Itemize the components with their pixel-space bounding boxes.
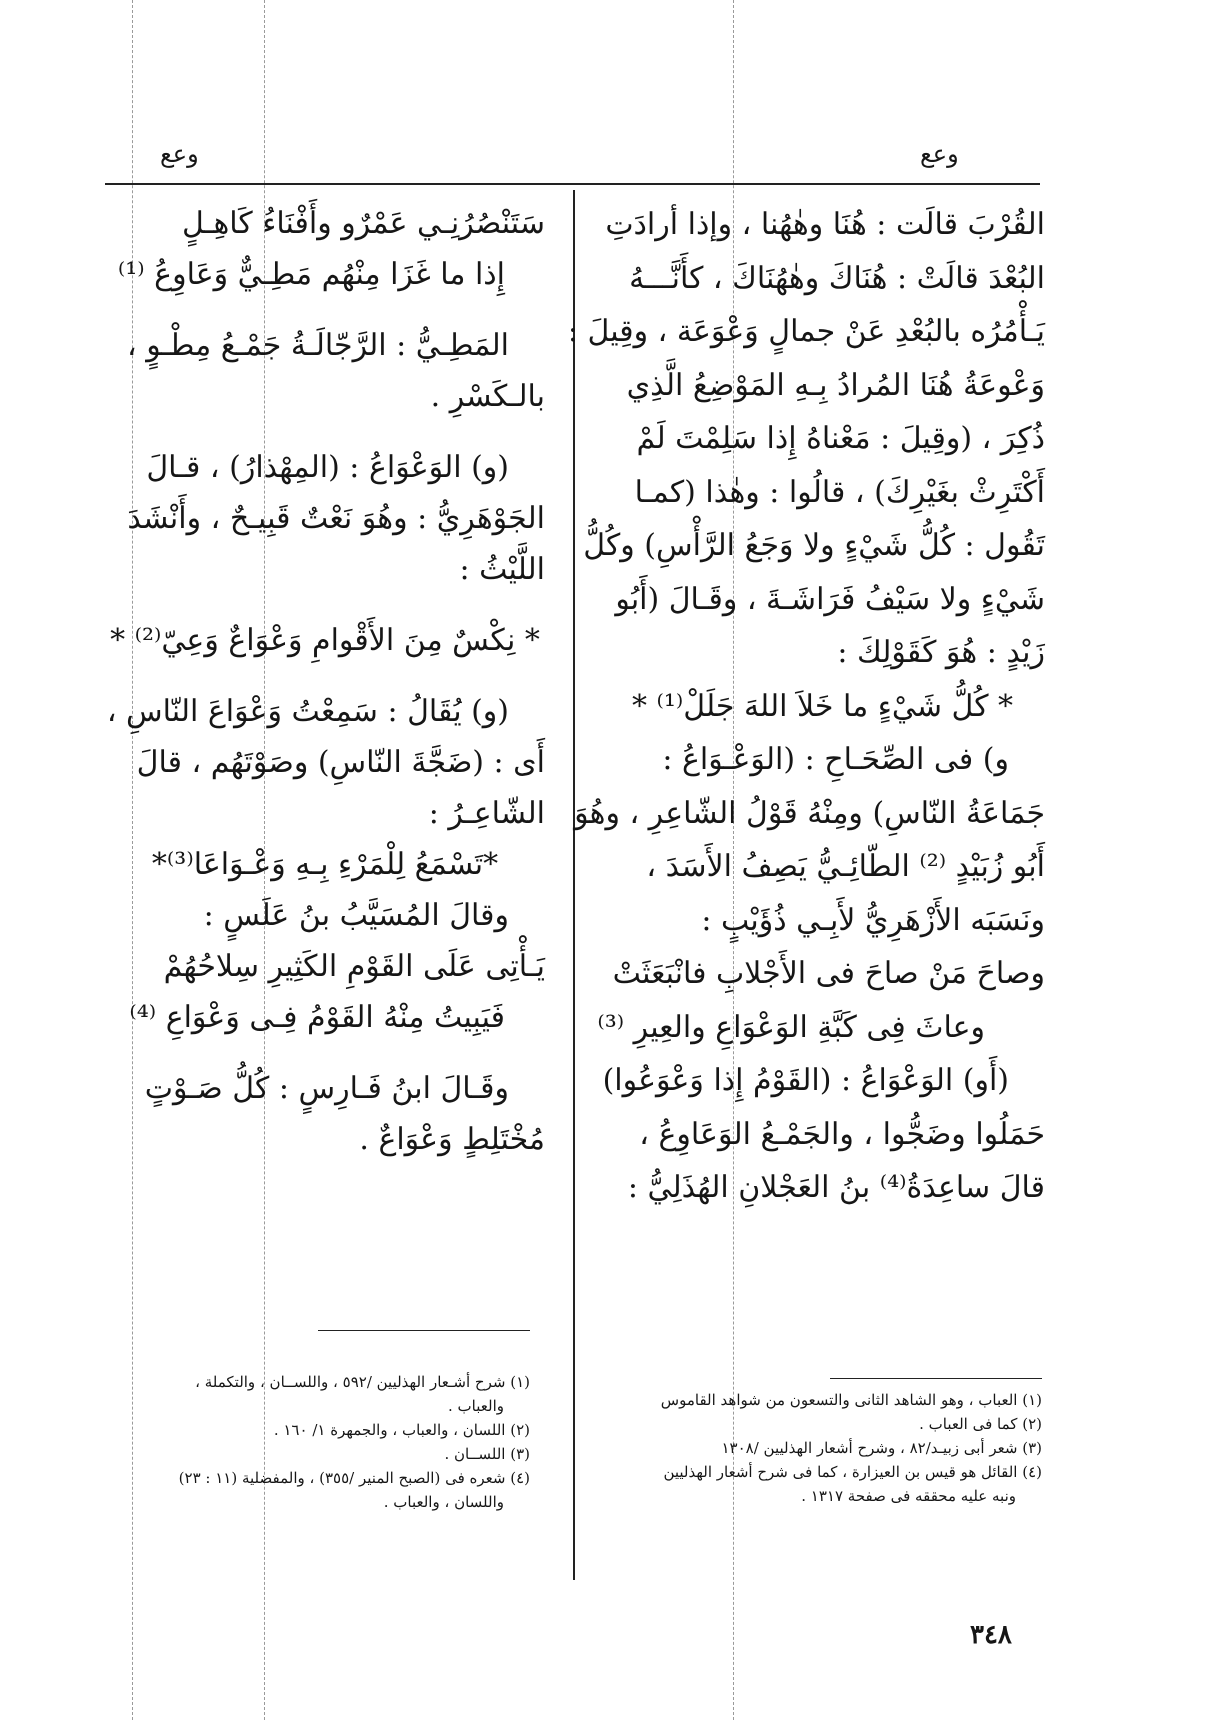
verse-line: * نِكْسٌ مِنَ الأَقْوامِ وَعْوَاعٌ وَعِيّ⁽²⁾ *	[110, 623, 540, 658]
verse-line: يَـأْتِى عَلَى القَوْمِ الكَثِيرِ سِلاحُهُمْ	[163, 949, 545, 984]
page-number: ٣٤٨	[970, 1620, 1012, 1650]
verse-line: إِذا ما غَزَا مِنْهُم مَطِـيٌّ وَعَاوِعُ ⁽¹⁾	[117, 257, 505, 292]
text-line: و) فى الصِّحَـاحِ : (الوَعْـوَاعُ :	[662, 742, 1009, 777]
text-line: أَى : (ضَجَّةَ النّاسِ) وصَوْتَهُم ، قالَ	[136, 745, 545, 780]
column-divider	[573, 190, 575, 1580]
text-line: بالـكَسْرِ .	[430, 379, 545, 414]
verse-line: سَتَنْصُرُنِـي عَمْرٌو وأَفْنَاءُ كَاهِـلٍ	[181, 206, 545, 241]
text-line: جَمَاعَةُ النّاسِ) ومِنْهُ قَوْلُ الشّاعِرِ ، وهُوَ	[574, 795, 1045, 831]
text-line: ونَسَبَه الأَزْهَرِيُّ لأَبِـي ذُؤَيْبٍ :	[701, 902, 1045, 938]
footnote: (١) العباب ، وهو الشاهد الثانى والتسعون من شواهد القاموس	[660, 1391, 1042, 1409]
footnote: (٤) القائل هو قيس بن العيزارة ، كما فى شرح أشعار الهذليين	[663, 1463, 1042, 1481]
text-line: الشّاعِـرُ :	[428, 796, 545, 831]
text-line: تَقُول : كُلُّ شَيْءٍ ولا وَجَعُ الرَّأْسِ) وكُلُّ	[583, 528, 1045, 563]
text-line: اللَّيْثُ :	[459, 552, 545, 587]
text-line: وَعْوعَةُ هُنَا المُرادُ بِـهِ المَوْضِعُ الَّذِي	[626, 367, 1045, 403]
text-line: أَبُو زُبَيْدٍ ⁽²⁾ الطّائِـيُّ يَصِفُ الأَسَدَ ،	[646, 849, 1045, 884]
verse-line: وصاحَ مَنْ صاحَ فى الأَجْلابِ فانْبَعَثَتْ	[612, 956, 1045, 991]
header-rule	[105, 183, 1040, 185]
footnote: والعباب .	[448, 1397, 504, 1415]
right-column	[567, 198, 1045, 1215]
text-line: وقَـالَ ابنُ فَـارِسٍ : كُلُّ صَـوْتٍ	[144, 1071, 509, 1106]
verse-line: وعاثَ فِى كَبَّةِ الوَعْوَاعِ والعِيرِ ⁽³⁾	[597, 1009, 985, 1045]
text-line: (و) الوَعْوَاعُ : (المِهْذارُ) ، قـالَ	[146, 450, 509, 485]
footnote: واللسان ، والعباب .	[383, 1493, 504, 1511]
text-line: زَيْدٍ : هُوَ كَقَوْلِكَ :	[837, 635, 1045, 670]
text-line: (أَو) الوَعْوَاعُ : (القَوْمُ إِذا وَعْوَعُوا)	[602, 1063, 1009, 1098]
text-line: ذُكِرَ ، (وقِيلَ : مَعْناهُ إِذا سَلِمْتَ لَمْ	[636, 421, 1045, 456]
text-line: يَـأْمُرُه بالبُعْدِ عَنْ جمالٍ وَعْوَعَة ، وقِيلَ :	[567, 314, 1045, 349]
text-line: البُعْدَ قالَتْ : هُنَاكَ وهٰهُنَاكَ ، كأَنَّـــهُ	[629, 260, 1045, 296]
text-line: قالَ ساعِدَةُ⁽⁴⁾ بنُ العَجْلانِ الهُذَلِيُّ :	[627, 1170, 1045, 1205]
running-header-right: وعع	[920, 140, 959, 168]
footnote: (٤) شعره فى (الصبح المنير /٣٥٥) ، والمفضلية (١١ : ٢٣)	[178, 1469, 530, 1487]
verse-line: * كُلُّ شَيْءٍ ما خَلاَ اللهَ جَلَلْ⁽¹⁾ *	[631, 688, 1014, 724]
text-line: مُخْتَلِطٍ وَعْوَاعٌ .	[359, 1122, 545, 1157]
text-line: المَطِـيُّ : الرَّجّالَـةُ جَمْـعُ مِطْـوٍ ،	[126, 328, 509, 363]
footnotes-left	[90, 1370, 530, 1514]
verse-line: فَيَبِيتُ مِنْهُ القَوْمُ فِـى وَعْوَاعِ ⁽⁴⁾	[129, 1000, 505, 1035]
text-line: أَكْتَرِثْ بغَيْرِكَ) ، قالُوا : وهٰذا (كمـا	[634, 474, 1045, 510]
text-line: القُرْبَ قالَت : هُنَا وهٰهُنا ، وإذا أرادَتِ	[605, 207, 1045, 242]
footnote: (١) شرح أشـعار الهذليين /٥٩٢ ، واللســان ، والتكملة ،	[195, 1373, 530, 1391]
footnote-rule	[318, 1330, 530, 1331]
left-column	[105, 198, 545, 1165]
footnote: ونبه عليه محققه فى صفحة ١٣١٧ .	[801, 1487, 1016, 1505]
running-header-left: وعع	[160, 140, 199, 168]
text-line: (و) يُقَالُ : سَمِعْتُ وَعْوَاعَ النّاسِ ،	[106, 694, 509, 729]
footnote: (٣) اللســان .	[444, 1445, 530, 1463]
footnote: (٢) اللسان ، والعباب ، والجمهرة ١/ ١٦٠ .	[273, 1421, 530, 1439]
text-line: وقالَ المُسَيَّبُ بنُ عَلَسٍ :	[203, 898, 509, 933]
footnote-rule	[830, 1378, 1042, 1379]
footnote: (٢) كما فى العباب .	[919, 1415, 1042, 1433]
footnotes-right	[600, 1388, 1042, 1508]
text-line: شَيْءٍ ولا سَيْفُ فَرَاشَـةَ ، وقَـالَ (أَبُو	[615, 581, 1045, 617]
text-line: حَمَلُوا وضَجُّوا ، والجَمْـعُ الوَعَاوِعُ ،	[639, 1116, 1045, 1152]
text-line: الجَوْهَرِيُّ : وهُوَ نَعْتٌ قَبِيـحٌ ، وأَنْشَدَ	[127, 501, 545, 536]
footnote: (٣) شعر أبى زبيـد/٨٢ ، وشرح أشعار الهذليين /١٣٠٨	[721, 1439, 1042, 1457]
verse-line: *تَسْمَعُ لِلْمَرْءِ بِـهِ وَعْـوَاعَا⁽³⁾*	[151, 847, 499, 882]
